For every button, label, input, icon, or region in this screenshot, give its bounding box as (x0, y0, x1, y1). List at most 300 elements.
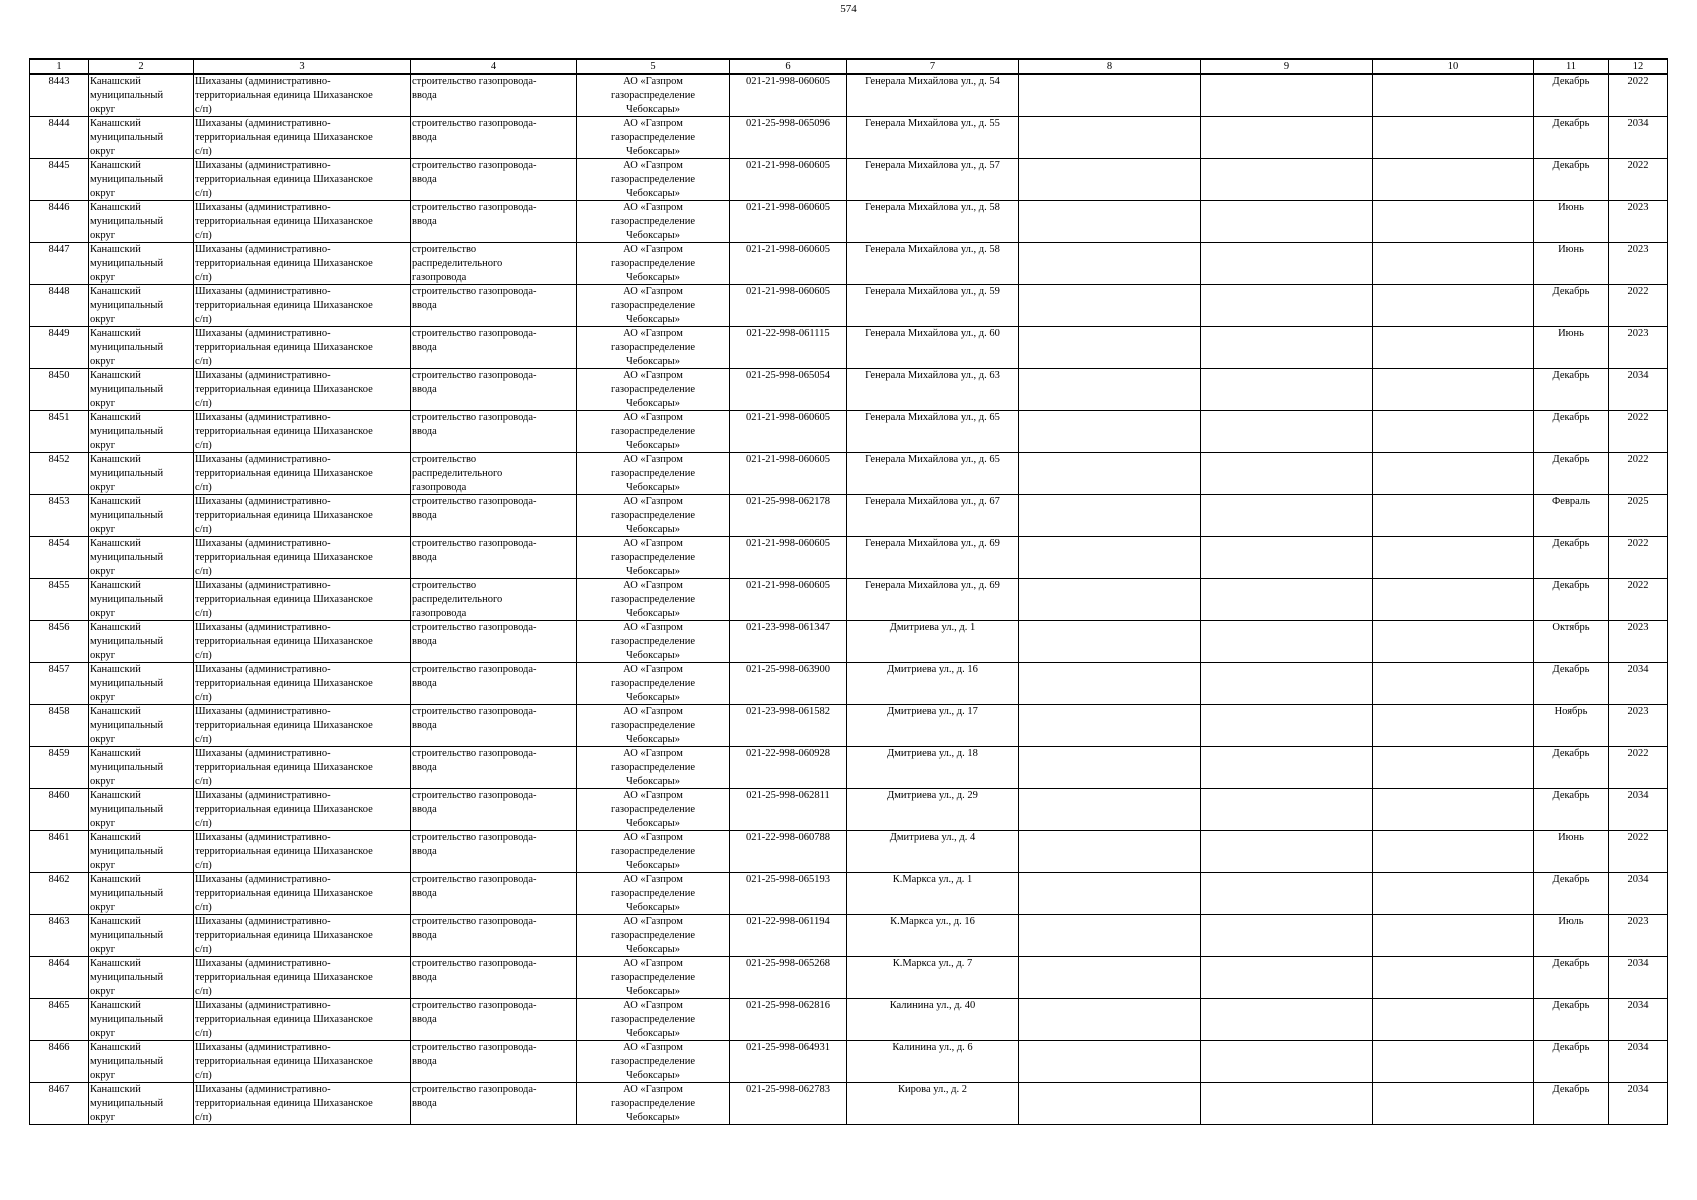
table-row (30, 159, 1668, 201)
table-row (30, 411, 1668, 453)
district-cell-text: Канашский муниципальный округ (90, 748, 164, 787)
district-cell-text: Канашский муниципальный округ (90, 496, 164, 535)
address-cell (847, 1041, 1019, 1083)
organization-cell-text: АО «Газпром газораспределение Чебоксары» (610, 1000, 696, 1039)
column-9-cell-text (1202, 285, 1371, 326)
district-cell (89, 663, 194, 705)
district-cell (89, 159, 194, 201)
work-type-cell (411, 74, 577, 117)
code-cell (730, 159, 847, 201)
column-10-cell (1373, 369, 1534, 411)
code-cell-text: 021-25-998-063900 (746, 664, 830, 675)
column-header: 7 (847, 59, 1019, 74)
column-8-cell (1019, 117, 1201, 159)
row-number-cell (30, 411, 89, 453)
row-number-cell (30, 201, 89, 243)
row-number-cell-text: 8456 (48, 622, 70, 633)
work-type-cell (411, 957, 577, 999)
row-number-cell (30, 453, 89, 495)
address-cell-text: К.Маркса ул., д. 16 (890, 916, 975, 927)
district-cell (89, 537, 194, 579)
address-cell-text: Калинина ул., д. 6 (892, 1042, 973, 1053)
address-cell (847, 1083, 1019, 1125)
organization-cell-text: АО «Газпром газораспределение Чебоксары» (610, 832, 696, 871)
year-cell (1609, 831, 1668, 873)
work-type-cell (411, 243, 577, 285)
locality-cell-text: Шихазаны (административно- территориальная единица Шихазанское с/п) (195, 622, 373, 661)
organization-cell (577, 453, 730, 495)
code-cell-text: 021-25-998-065054 (746, 370, 830, 381)
work-type-cell-text: строительство газопровода- ввода (412, 286, 537, 311)
month-cell-text: Декабрь (1552, 160, 1590, 171)
column-10-cell (1373, 1083, 1534, 1125)
column-8-cell (1019, 915, 1201, 957)
locality-cell-text: Шихазаны (административно- территориальная единица Шихазанское с/п) (195, 1084, 373, 1123)
year-cell-text: 2022 (1627, 454, 1649, 465)
column-8-cell-text (1020, 999, 1199, 1040)
address-cell (847, 411, 1019, 453)
column-8-cell (1019, 831, 1201, 873)
column-8-cell-text (1020, 495, 1199, 536)
locality-cell (194, 285, 411, 327)
month-cell-text: Декабрь (1552, 1042, 1590, 1053)
table-row (30, 117, 1668, 159)
organization-cell (577, 873, 730, 915)
locality-cell-text: Шихазаны (административно- территориальная единица Шихазанское с/п) (195, 244, 373, 283)
column-9-cell (1201, 915, 1373, 957)
row-number-cell (30, 74, 89, 117)
year-cell-text: 2022 (1627, 538, 1649, 549)
column-8-cell (1019, 1083, 1201, 1125)
year-cell (1609, 747, 1668, 789)
row-number-cell-text: 8450 (48, 370, 70, 381)
district-cell (89, 621, 194, 663)
column-8-cell (1019, 495, 1201, 537)
column-9-cell (1201, 117, 1373, 159)
column-8-cell-text (1020, 663, 1199, 704)
row-number-cell-text: 8455 (48, 580, 70, 591)
column-10-cell-text (1374, 537, 1532, 578)
year-cell-text: 2034 (1627, 958, 1649, 969)
code-cell-text: 021-21-998-060605 (746, 412, 830, 423)
column-9-cell-text (1202, 957, 1371, 998)
organization-cell-text: АО «Газпром газораспределение Чебоксары» (610, 1042, 696, 1081)
district-cell (89, 453, 194, 495)
month-cell-text: Ноябрь (1554, 706, 1588, 717)
work-type-cell (411, 831, 577, 873)
column-10-cell-text (1374, 1083, 1532, 1124)
code-cell (730, 285, 847, 327)
row-number-cell (30, 789, 89, 831)
district-cell-text: Канашский муниципальный округ (90, 244, 164, 283)
code-cell (730, 579, 847, 621)
address-cell (847, 747, 1019, 789)
month-cell-text: Декабрь (1552, 454, 1590, 465)
organization-cell (577, 495, 730, 537)
address-cell (847, 74, 1019, 117)
table-row (30, 495, 1668, 537)
register-table (29, 58, 1668, 1125)
address-cell (847, 663, 1019, 705)
column-8-cell (1019, 369, 1201, 411)
table-row (30, 453, 1668, 495)
code-cell-text: 021-25-998-064931 (746, 1042, 830, 1053)
district-cell (89, 1041, 194, 1083)
column-10-cell (1373, 747, 1534, 789)
locality-cell-text: Шихазаны (административно- территориальная единица Шихазанское с/п) (195, 874, 373, 913)
locality-cell-text: Шихазаны (административно- территориальная единица Шихазанское с/п) (195, 118, 373, 157)
row-number-cell (30, 1041, 89, 1083)
column-8-cell-text (1020, 1083, 1199, 1124)
year-cell-text: 2023 (1627, 328, 1649, 339)
address-cell (847, 705, 1019, 747)
month-cell (1534, 537, 1609, 579)
column-10-cell-text (1374, 579, 1532, 620)
code-cell-text: 021-21-998-060605 (746, 580, 830, 591)
month-cell (1534, 74, 1609, 117)
locality-cell (194, 1041, 411, 1083)
address-cell (847, 285, 1019, 327)
organization-cell-text: АО «Газпром газораспределение Чебоксары» (610, 874, 696, 913)
month-cell (1534, 243, 1609, 285)
column-10-cell (1373, 873, 1534, 915)
month-cell (1534, 159, 1609, 201)
address-cell (847, 915, 1019, 957)
row-number-cell-text: 8444 (48, 118, 70, 129)
row-number-cell (30, 747, 89, 789)
work-type-cell (411, 747, 577, 789)
column-10-cell (1373, 789, 1534, 831)
year-cell-text: 2034 (1627, 118, 1649, 129)
district-cell (89, 327, 194, 369)
column-8-cell-text (1020, 747, 1199, 788)
district-cell (89, 873, 194, 915)
column-10-cell (1373, 537, 1534, 579)
locality-cell-text: Шихазаны (административно- территориальная единица Шихазанское с/п) (195, 538, 373, 577)
row-number-cell (30, 663, 89, 705)
month-cell (1534, 327, 1609, 369)
district-cell (89, 495, 194, 537)
district-cell-text: Канашский муниципальный округ (90, 76, 164, 115)
month-cell-text: Декабрь (1552, 874, 1590, 885)
organization-cell (577, 327, 730, 369)
address-cell-text: Дмитриева ул., д. 18 (887, 748, 978, 759)
column-8-cell-text (1020, 285, 1199, 326)
organization-cell-text: АО «Газпром газораспределение Чебоксары» (610, 202, 696, 241)
locality-cell-text: Шихазаны (административно- территориальная единица Шихазанское с/п) (195, 1000, 373, 1039)
month-cell (1534, 873, 1609, 915)
column-8-cell-text (1020, 831, 1199, 872)
column-9-cell (1201, 537, 1373, 579)
year-cell (1609, 999, 1668, 1041)
column-9-cell-text (1202, 663, 1371, 704)
year-cell-text: 2023 (1627, 706, 1649, 717)
organization-cell-text: АО «Газпром газораспределение Чебоксары» (610, 454, 696, 493)
address-cell-text: Калинина ул., д. 40 (889, 1000, 976, 1011)
locality-cell (194, 999, 411, 1041)
row-number-cell (30, 621, 89, 663)
row-number-cell (30, 873, 89, 915)
district-cell (89, 579, 194, 621)
column-10-cell (1373, 663, 1534, 705)
month-cell-text: Июнь (1558, 328, 1584, 339)
work-type-cell-text: строительство газопровода- ввода (412, 1042, 537, 1067)
locality-cell (194, 411, 411, 453)
row-number-cell (30, 159, 89, 201)
column-10-cell-text (1374, 369, 1532, 410)
locality-cell-text: Шихазаны (административно- территориальная единица Шихазанское с/п) (195, 76, 373, 115)
month-cell-text: Декабрь (1552, 748, 1590, 759)
code-cell-text: 021-22-998-061115 (746, 328, 830, 339)
work-type-cell-text: строительство газопровода- ввода (412, 832, 537, 857)
locality-cell-text: Шихазаны (административно- территориальная единица Шихазанское с/п) (195, 286, 373, 325)
district-cell-text: Канашский муниципальный округ (90, 580, 164, 619)
address-cell-text: Генерала Михайлова ул., д. 59 (865, 286, 1000, 297)
code-cell-text: 021-21-998-060605 (746, 160, 830, 171)
district-cell (89, 411, 194, 453)
work-type-cell (411, 117, 577, 159)
district-cell-text: Канашский муниципальный округ (90, 706, 164, 745)
table-row (30, 285, 1668, 327)
year-cell (1609, 915, 1668, 957)
column-10-cell (1373, 159, 1534, 201)
column-10-cell (1373, 999, 1534, 1041)
column-9-cell-text (1202, 75, 1371, 116)
month-cell-text: Декабрь (1552, 76, 1590, 87)
row-number-cell (30, 915, 89, 957)
code-cell (730, 1041, 847, 1083)
column-9-cell (1201, 831, 1373, 873)
organization-cell-text: АО «Газпром газораспределение Чебоксары» (610, 748, 696, 787)
year-cell-text: 2025 (1627, 496, 1649, 507)
organization-cell-text: АО «Газпром газораспределение Чебоксары» (610, 706, 696, 745)
column-8-cell-text (1020, 915, 1199, 956)
organization-cell (577, 705, 730, 747)
column-9-cell-text (1202, 159, 1371, 200)
district-cell-text: Канашский муниципальный округ (90, 958, 164, 997)
column-10-cell-text (1374, 327, 1532, 368)
organization-cell (577, 74, 730, 117)
row-number-cell-text: 8466 (48, 1042, 70, 1053)
column-10-cell (1373, 621, 1534, 663)
address-cell-text: Дмитриева ул., д. 16 (887, 664, 978, 675)
organization-cell (577, 537, 730, 579)
address-cell (847, 201, 1019, 243)
column-9-cell-text (1202, 537, 1371, 578)
column-10-cell (1373, 915, 1534, 957)
year-cell (1609, 789, 1668, 831)
locality-cell-text: Шихазаны (административно- территориальная единица Шихазанское с/п) (195, 370, 373, 409)
address-cell-text: К.Маркса ул., д. 1 (892, 874, 973, 885)
year-cell (1609, 1083, 1668, 1125)
locality-cell (194, 915, 411, 957)
column-9-cell (1201, 873, 1373, 915)
district-cell-text: Канашский муниципальный округ (90, 1000, 164, 1039)
district-cell-text: Канашский муниципальный округ (90, 916, 164, 955)
month-cell-text: Декабрь (1552, 664, 1590, 675)
year-cell (1609, 285, 1668, 327)
locality-cell-text: Шихазаны (административно- территориальная единица Шихазанское с/п) (195, 202, 373, 241)
address-cell (847, 537, 1019, 579)
column-header: 12 (1609, 59, 1668, 74)
work-type-cell-text: строительство газопровода- ввода (412, 622, 537, 647)
column-header: 8 (1019, 59, 1201, 74)
column-header: 6 (730, 59, 847, 74)
month-cell-text: Декабрь (1552, 580, 1590, 591)
column-8-cell-text (1020, 621, 1199, 662)
work-type-cell-text: строительство газопровода- ввода (412, 370, 537, 395)
work-type-cell-text: строительство распределительного газопровода (412, 454, 503, 493)
column-10-cell-text (1374, 201, 1532, 242)
organization-cell (577, 621, 730, 663)
row-number-cell (30, 537, 89, 579)
table-row (30, 1041, 1668, 1083)
work-type-cell-text: строительство газопровода- ввода (412, 790, 537, 815)
locality-cell (194, 579, 411, 621)
column-9-cell-text (1202, 243, 1371, 284)
code-cell-text: 021-21-998-060605 (746, 538, 830, 549)
organization-cell (577, 243, 730, 285)
year-cell (1609, 495, 1668, 537)
month-cell-text: Декабрь (1552, 1084, 1590, 1095)
column-10-cell-text (1374, 747, 1532, 788)
code-cell (730, 621, 847, 663)
column-10-cell-text (1374, 957, 1532, 998)
district-cell (89, 705, 194, 747)
year-cell-text: 2034 (1627, 790, 1649, 801)
organization-cell (577, 999, 730, 1041)
row-number-cell (30, 579, 89, 621)
month-cell (1534, 747, 1609, 789)
column-10-cell-text (1374, 915, 1532, 956)
work-type-cell-text: строительство газопровода- ввода (412, 76, 537, 101)
row-number-cell-text: 8463 (48, 916, 70, 927)
district-cell (89, 1083, 194, 1125)
locality-cell (194, 1083, 411, 1125)
year-cell (1609, 369, 1668, 411)
year-cell-text: 2022 (1627, 76, 1649, 87)
year-cell (1609, 537, 1668, 579)
work-type-cell (411, 537, 577, 579)
address-cell-text: Кирова ул., д. 2 (898, 1084, 967, 1095)
address-cell (847, 495, 1019, 537)
year-cell-text: 2034 (1627, 874, 1649, 885)
year-cell (1609, 117, 1668, 159)
code-cell (730, 327, 847, 369)
address-cell-text: Дмитриева ул., д. 17 (887, 706, 978, 717)
code-cell (730, 663, 847, 705)
column-8-cell-text (1020, 789, 1199, 830)
locality-cell (194, 789, 411, 831)
district-cell (89, 369, 194, 411)
month-cell-text: Декабрь (1552, 1000, 1590, 1011)
row-number-cell (30, 369, 89, 411)
month-cell (1534, 369, 1609, 411)
district-cell (89, 243, 194, 285)
column-8-cell (1019, 243, 1201, 285)
work-type-cell (411, 1041, 577, 1083)
column-9-cell-text (1202, 621, 1371, 662)
column-8-cell-text (1020, 201, 1199, 242)
organization-cell-text: АО «Газпром газораспределение Чебоксары» (610, 580, 696, 619)
year-cell-text: 2023 (1627, 916, 1649, 927)
table-row (30, 663, 1668, 705)
column-9-cell-text (1202, 453, 1371, 494)
district-cell (89, 831, 194, 873)
year-cell-text: 2034 (1627, 1042, 1649, 1053)
district-cell (89, 201, 194, 243)
locality-cell-text: Шихазаны (административно- территориальная единица Шихазанское с/п) (195, 832, 373, 871)
locality-cell-text: Шихазаны (административно- территориальная единица Шихазанское с/п) (195, 580, 373, 619)
column-8-cell-text (1020, 327, 1199, 368)
address-cell (847, 369, 1019, 411)
code-cell (730, 873, 847, 915)
locality-cell (194, 117, 411, 159)
work-type-cell-text: строительство газопровода- ввода (412, 118, 537, 143)
district-cell-text: Канашский муниципальный округ (90, 118, 164, 157)
row-number-cell-text: 8451 (48, 412, 70, 423)
work-type-cell-text: строительство распределительного газопровода (412, 244, 503, 283)
column-9-cell (1201, 789, 1373, 831)
column-8-cell (1019, 1041, 1201, 1083)
column-10-cell-text (1374, 495, 1532, 536)
district-cell-text: Канашский муниципальный округ (90, 286, 164, 325)
column-8-cell-text (1020, 411, 1199, 452)
table-row (30, 747, 1668, 789)
month-cell (1534, 579, 1609, 621)
organization-cell-text: АО «Газпром газораспределение Чебоксары» (610, 328, 696, 367)
column-8-cell (1019, 789, 1201, 831)
column-8-cell (1019, 873, 1201, 915)
locality-cell (194, 873, 411, 915)
work-type-cell-text: строительство газопровода- ввода (412, 916, 537, 941)
work-type-cell (411, 915, 577, 957)
column-9-cell (1201, 747, 1373, 789)
code-cell-text: 021-25-998-062178 (746, 496, 830, 507)
column-8-cell (1019, 621, 1201, 663)
code-cell-text: 021-25-998-065193 (746, 874, 830, 885)
address-cell-text: Генерала Михайлова ул., д. 63 (865, 370, 1000, 381)
table-row (30, 579, 1668, 621)
code-cell (730, 117, 847, 159)
column-8-cell-text (1020, 369, 1199, 410)
page-number: 574 (840, 3, 857, 15)
row-number-cell-text: 8465 (48, 1000, 70, 1011)
column-9-cell-text (1202, 999, 1371, 1040)
month-cell (1534, 1083, 1609, 1125)
year-cell-text: 2023 (1627, 622, 1649, 633)
column-8-cell (1019, 411, 1201, 453)
locality-cell (194, 537, 411, 579)
column-10-cell (1373, 705, 1534, 747)
work-type-cell-text: строительство газопровода- ввода (412, 412, 537, 437)
code-cell (730, 789, 847, 831)
column-9-cell-text (1202, 747, 1371, 788)
month-cell-text: Декабрь (1552, 958, 1590, 969)
code-cell-text: 021-23-998-061582 (746, 706, 830, 717)
column-10-cell-text (1374, 411, 1532, 452)
district-cell (89, 74, 194, 117)
address-cell-text: Дмитриева ул., д. 29 (887, 790, 978, 801)
row-number-cell-text: 8459 (48, 748, 70, 759)
locality-cell-text: Шихазаны (административно- территориальная единица Шихазанское с/п) (195, 664, 373, 703)
row-number-cell-text: 8457 (48, 664, 70, 675)
address-cell-text: Генерала Михайлова ул., д. 69 (865, 580, 1000, 591)
column-10-cell (1373, 285, 1534, 327)
column-9-cell-text (1202, 915, 1371, 956)
work-type-cell-text: строительство газопровода- ввода (412, 496, 537, 521)
column-9-cell-text (1202, 327, 1371, 368)
